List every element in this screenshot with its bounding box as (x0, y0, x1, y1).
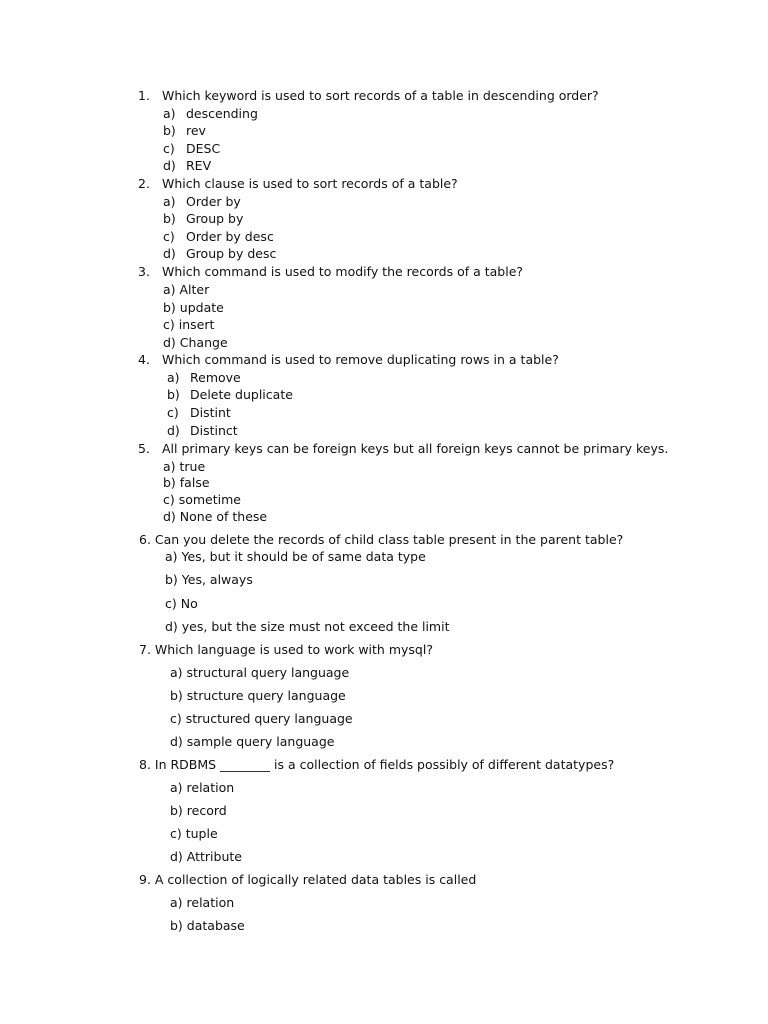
question-number: 5. (138, 441, 150, 456)
question-text: Which command is used to modify the records of a table? (162, 264, 524, 279)
question-text: All primary keys can be foreign keys but all foreign keys cannot be primary keys. (162, 441, 669, 456)
option: c) insert (163, 317, 215, 332)
option: a) Order by (163, 194, 241, 209)
option: d) Attribute (170, 849, 242, 864)
option: d) None of these (163, 509, 268, 524)
question-5 (138, 441, 668, 457)
option: c) DESC (163, 141, 221, 156)
option: a) structural query language (170, 665, 350, 680)
option: c) sometime (163, 492, 241, 507)
option: c) No (165, 596, 198, 611)
option: a) Alter (163, 282, 210, 297)
option: b) structure query language (170, 688, 346, 703)
question-number: 1. (138, 88, 150, 103)
question-number: 3. (138, 264, 150, 279)
question-text: Which keyword is used to sort records of a table in descending order? (162, 88, 599, 103)
option: c) Distint (167, 405, 231, 420)
question-1 (138, 88, 599, 104)
question-8: 8. In RDBMS ________ is a collection of fields possibly of different datatypes? (139, 757, 615, 772)
option: c) Order by desc (163, 229, 274, 244)
option: d) yes, but the size must not exceed the limit (165, 619, 450, 634)
option: a) descending (163, 106, 258, 121)
option: a) true (163, 459, 206, 474)
option: d) Change (163, 335, 228, 350)
option: a) relation (170, 895, 235, 910)
option: c) structured query language (170, 711, 353, 726)
question-text: Which command is used to remove duplicating rows in a table? (162, 352, 559, 367)
option: d) Distinct (167, 423, 238, 438)
question-2 (138, 176, 458, 192)
question-6: 6. Can you delete the records of child class table present in the parent table? (139, 532, 624, 547)
option: d) Group by desc (163, 246, 277, 261)
option: b) record (170, 803, 227, 818)
option: b) Yes, always (165, 572, 253, 587)
option: a) Remove (167, 370, 241, 385)
question-number: 4. (138, 352, 150, 367)
question-9: 9. A collection of logically related data tables is called (139, 872, 477, 887)
question-4 (138, 352, 559, 368)
option: c) tuple (170, 826, 218, 841)
option: b) rev (163, 123, 206, 138)
question-number: 2. (138, 176, 150, 191)
option: b) false (163, 475, 210, 490)
option: b) database (170, 918, 245, 933)
option: d) REV (163, 158, 212, 173)
option: b) update (163, 300, 224, 315)
option: b) Delete duplicate (167, 387, 293, 402)
option: b) Group by (163, 211, 244, 226)
option: a) relation (170, 780, 235, 795)
option: a) Yes, but it should be of same data type (165, 549, 426, 564)
question-text: Which clause is used to sort records of a table? (162, 176, 458, 191)
question-3 (138, 264, 523, 280)
question-7: 7. Which language is used to work with mysql? (139, 642, 433, 657)
option: d) sample query language (170, 734, 335, 749)
